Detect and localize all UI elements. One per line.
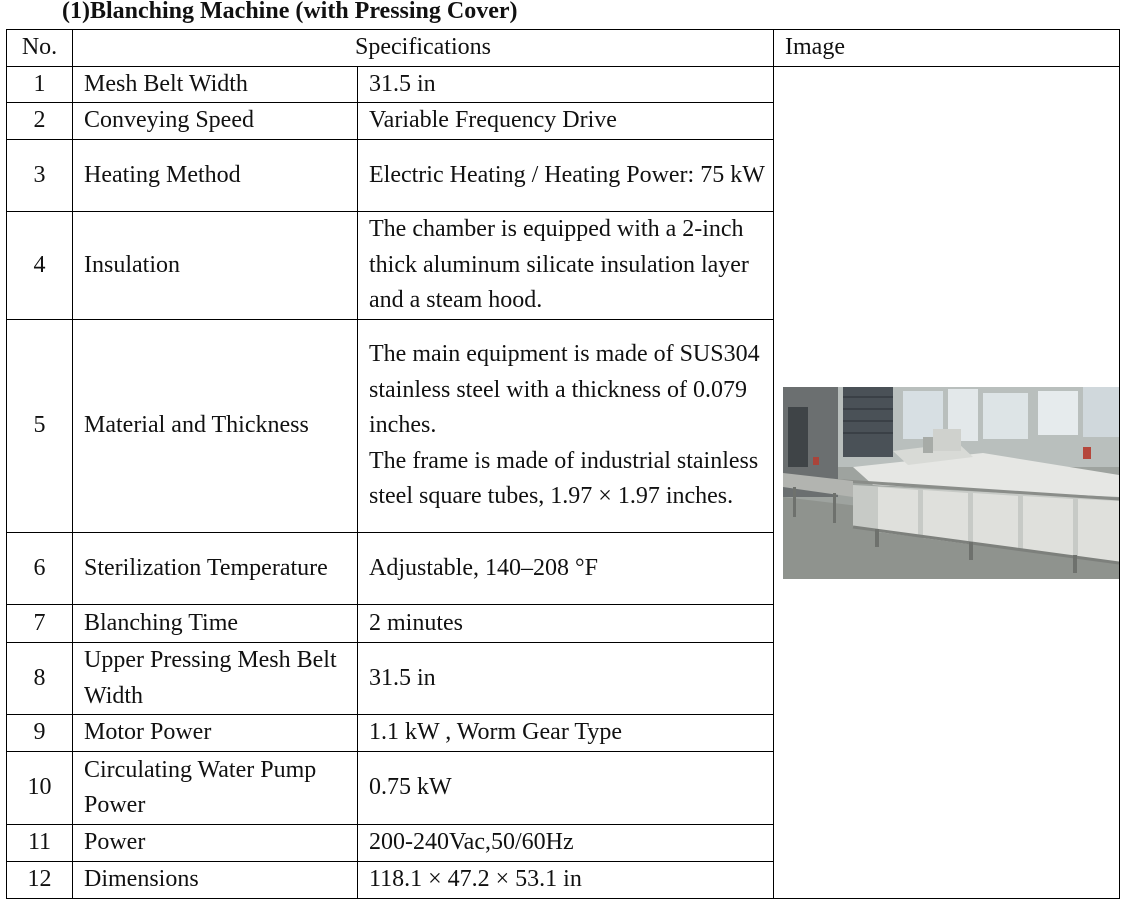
row-number: 6 (7, 533, 73, 605)
row-value-line: The main equipment is made of SUS304 stainless steel with a thickness of 0.079 inches. (369, 341, 760, 439)
row-number: 2 (7, 103, 73, 140)
row-label: Upper Pressing Mesh Belt Width (73, 643, 358, 715)
specifications-table (6, 29, 1120, 899)
row-value: Adjustable, 140–208 °F (358, 533, 774, 605)
row-number: 3 (7, 140, 73, 212)
header-no: No. (7, 30, 73, 67)
row-value: The chamber is equipped with a 2-inch thick aluminum silicate insulation layer and a steam hood. (358, 212, 774, 320)
row-value: 31.5 in (358, 643, 774, 715)
row-label: Material and Thickness (73, 320, 358, 533)
row-label: Power (73, 825, 358, 862)
row-number: 1 (7, 66, 73, 103)
header-specifications: Specifications (73, 30, 774, 67)
row-label: Circulating Water Pump Power (73, 752, 358, 825)
row-value-line: The frame is made of industrial stainless steel square tubes, 1.97 × 1.97 inches. (369, 447, 759, 510)
row-number: 9 (7, 715, 73, 752)
row-value: 31.5 in (358, 66, 774, 103)
row-label: Conveying Speed (73, 103, 358, 140)
row-value: Variable Frequency Drive (358, 103, 774, 140)
row-label: Sterilization Temperature (73, 533, 358, 605)
document-title: (1)Blanching Machine (with Pressing Cover) (62, 0, 518, 24)
row-number: 4 (7, 212, 73, 320)
blanching-machine-photo (783, 387, 1119, 579)
row-number: 7 (7, 605, 73, 643)
row-number: 8 (7, 643, 73, 715)
row-value: 1.1 kW , Worm Gear Type (358, 715, 774, 752)
row-label: Insulation (73, 212, 358, 320)
row-value: 118.1 × 47.2 × 53.1 in (358, 862, 774, 899)
table-row (7, 66, 1120, 103)
row-value (358, 320, 774, 533)
row-number: 5 (7, 320, 73, 533)
row-value: 0.75 kW (358, 752, 774, 825)
row-number: 11 (7, 825, 73, 862)
row-value: 2 minutes (358, 605, 774, 643)
row-number: 10 (7, 752, 73, 825)
header-image: Image (774, 30, 1120, 67)
row-label: Motor Power (73, 715, 358, 752)
table-header-row (7, 30, 1120, 67)
row-value: Electric Heating / Heating Power: 75 kW (358, 140, 774, 212)
row-label: Heating Method (73, 140, 358, 212)
image-cell (774, 66, 1120, 899)
row-number: 12 (7, 862, 73, 899)
row-label: Mesh Belt Width (73, 66, 358, 103)
row-label: Dimensions (73, 862, 358, 899)
row-label: Blanching Time (73, 605, 358, 643)
row-value: 200-240Vac,50/60Hz (358, 825, 774, 862)
